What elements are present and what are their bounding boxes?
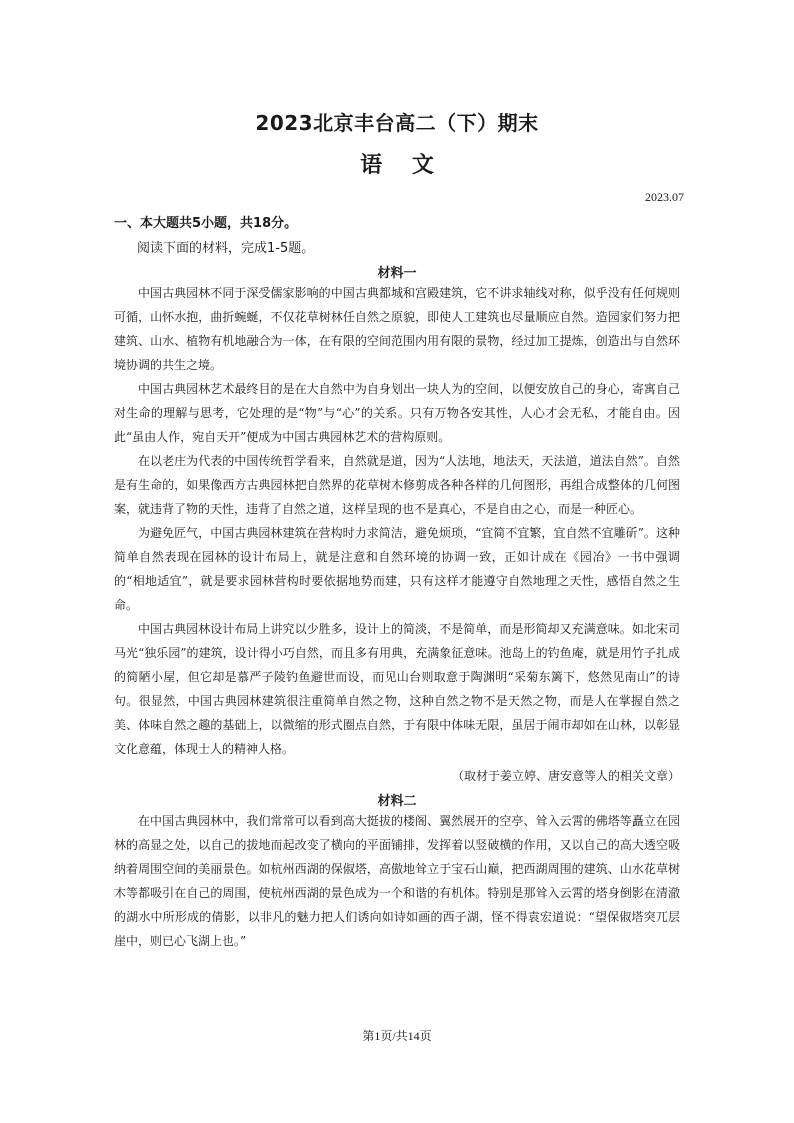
material1-paragraph: 为避免匠气，中国古典园林建筑在营构时力求简洁，避免烦琐，“宜简不宜繁，宜自然不宜雕斫”。这种简单自然表现在园林的设计布局上，就是注意和自然环境的协调一致，正如计成在《园冶》一书中强调的“相地适宜”，就是要求园林营构时要依据地势而建，只有这样才能遵守自然地理之天性，感悟自然之生命。 (114, 526, 680, 612)
material1-paragraph: 中国古典园林不同于深受儒家影响的中国古典都城和宫殿建筑，它不讲求轴线对称，似乎没有任何规则可循，山怀水抱，曲折蜿蜒，不仅花草树林任自然之原貌，即使人工建筑也尽量顺应自然。造园家们努力把建筑、山水、植物有机地融合为一体，在有限的空间范围内用有限的景物，经过加工提炼，创造出与自然环境协调的共生之境。 (114, 286, 680, 372)
section-heading: 一、本大题共5小题，共18分。 (114, 216, 298, 231)
document-title: 2023北京丰台高二（下）期末 (255, 111, 539, 135)
material1-source: （取材于姜立婷、唐安意等人的相关文章） (451, 769, 680, 783)
section-instruction: 阅读下面的材料，完成1-5题。 (137, 241, 315, 256)
material2-heading: 材料二 (377, 794, 417, 809)
exam-date: 2023.07 (645, 190, 684, 204)
subject-title: 语 文 (360, 153, 434, 178)
material1-paragraph: 中国古典园林艺术最终目的是在大自然中为自身划出一块人为的空间，以便安放自己的身心，寄寓自己对生命的理解与思考，它处理的是“物”与“心”的关系。只有万物各安其性，人心才会无私，才能自由。因此“虽由人作，宛自天开”便成为中国古典园林艺术的营构原则。 (114, 382, 680, 444)
material1-paragraph: 在以老庄为代表的中国传统哲学看来，自然就是道，因为“人法地，地法天，天法道，道法自然”。自然是有生命的，如果像西方古典园林把自然界的花草树木修剪成各种各样的几何图形，再组合成整体的几何图案，就违背了物的天性，违背了自然之道，这样呈现的也不是真心，不是自由之心，而是一种匠心。 (114, 454, 680, 516)
page-number: 第1页/共14页 (362, 1029, 432, 1043)
material2-paragraph: 在中国古典园林中，我们常常可以看到高大挺拔的楼阁、翼然展开的空亭、耸入云霄的佛塔等矗立在园林的高显之处，以自己的拔地而起改变了横向的平面铺排，发挥着以竖破横的作用，又以自己的高大透空吸纳着周围空间的美丽景色。如杭州西湖的保俶塔，高傲地耸立于宝石山巅，把西湖周围的建筑、山水花草树木等都吸引在自己的周围，使杭州西湖的景色成为一个和谐的有机体。特别是那耸入云霄的塔身倒影在清澈的湖水中所形成的倩影，以非凡的魅力把人们诱向如诗如画的西子湖，怪不得袁宏道说：“望保俶塔突兀层崖中，则已心飞湖上也。” (114, 814, 680, 948)
material1-paragraph: 中国古典园林设计布局上讲究以少胜多，设计上的简淡，不是简单，而是形简却又充满意味。如北宋司马光“独乐园”的建筑，设计得小巧自然，而且多有用典，充满象征意味。池岛上的钓鱼庵，就是用竹子扎成的简陋小屋，但它却是慕严子陵钓鱼避世而设，而见山台则取意于陶渊明“采菊东篱下，悠然见南山”的诗句。很显然，中国古典园林建筑很注重简单自然之物，这种自然之物不是天然之物，而是人在掌握自然之美、体味自然之趣的基础上，以微缩的形式圈点自然，于有限中体味无限，虽居于闹市却如在山林，以彰显文化意蕴，体现士人的精神人格。 (114, 622, 680, 756)
material1-heading: 材料一 (377, 266, 417, 281)
